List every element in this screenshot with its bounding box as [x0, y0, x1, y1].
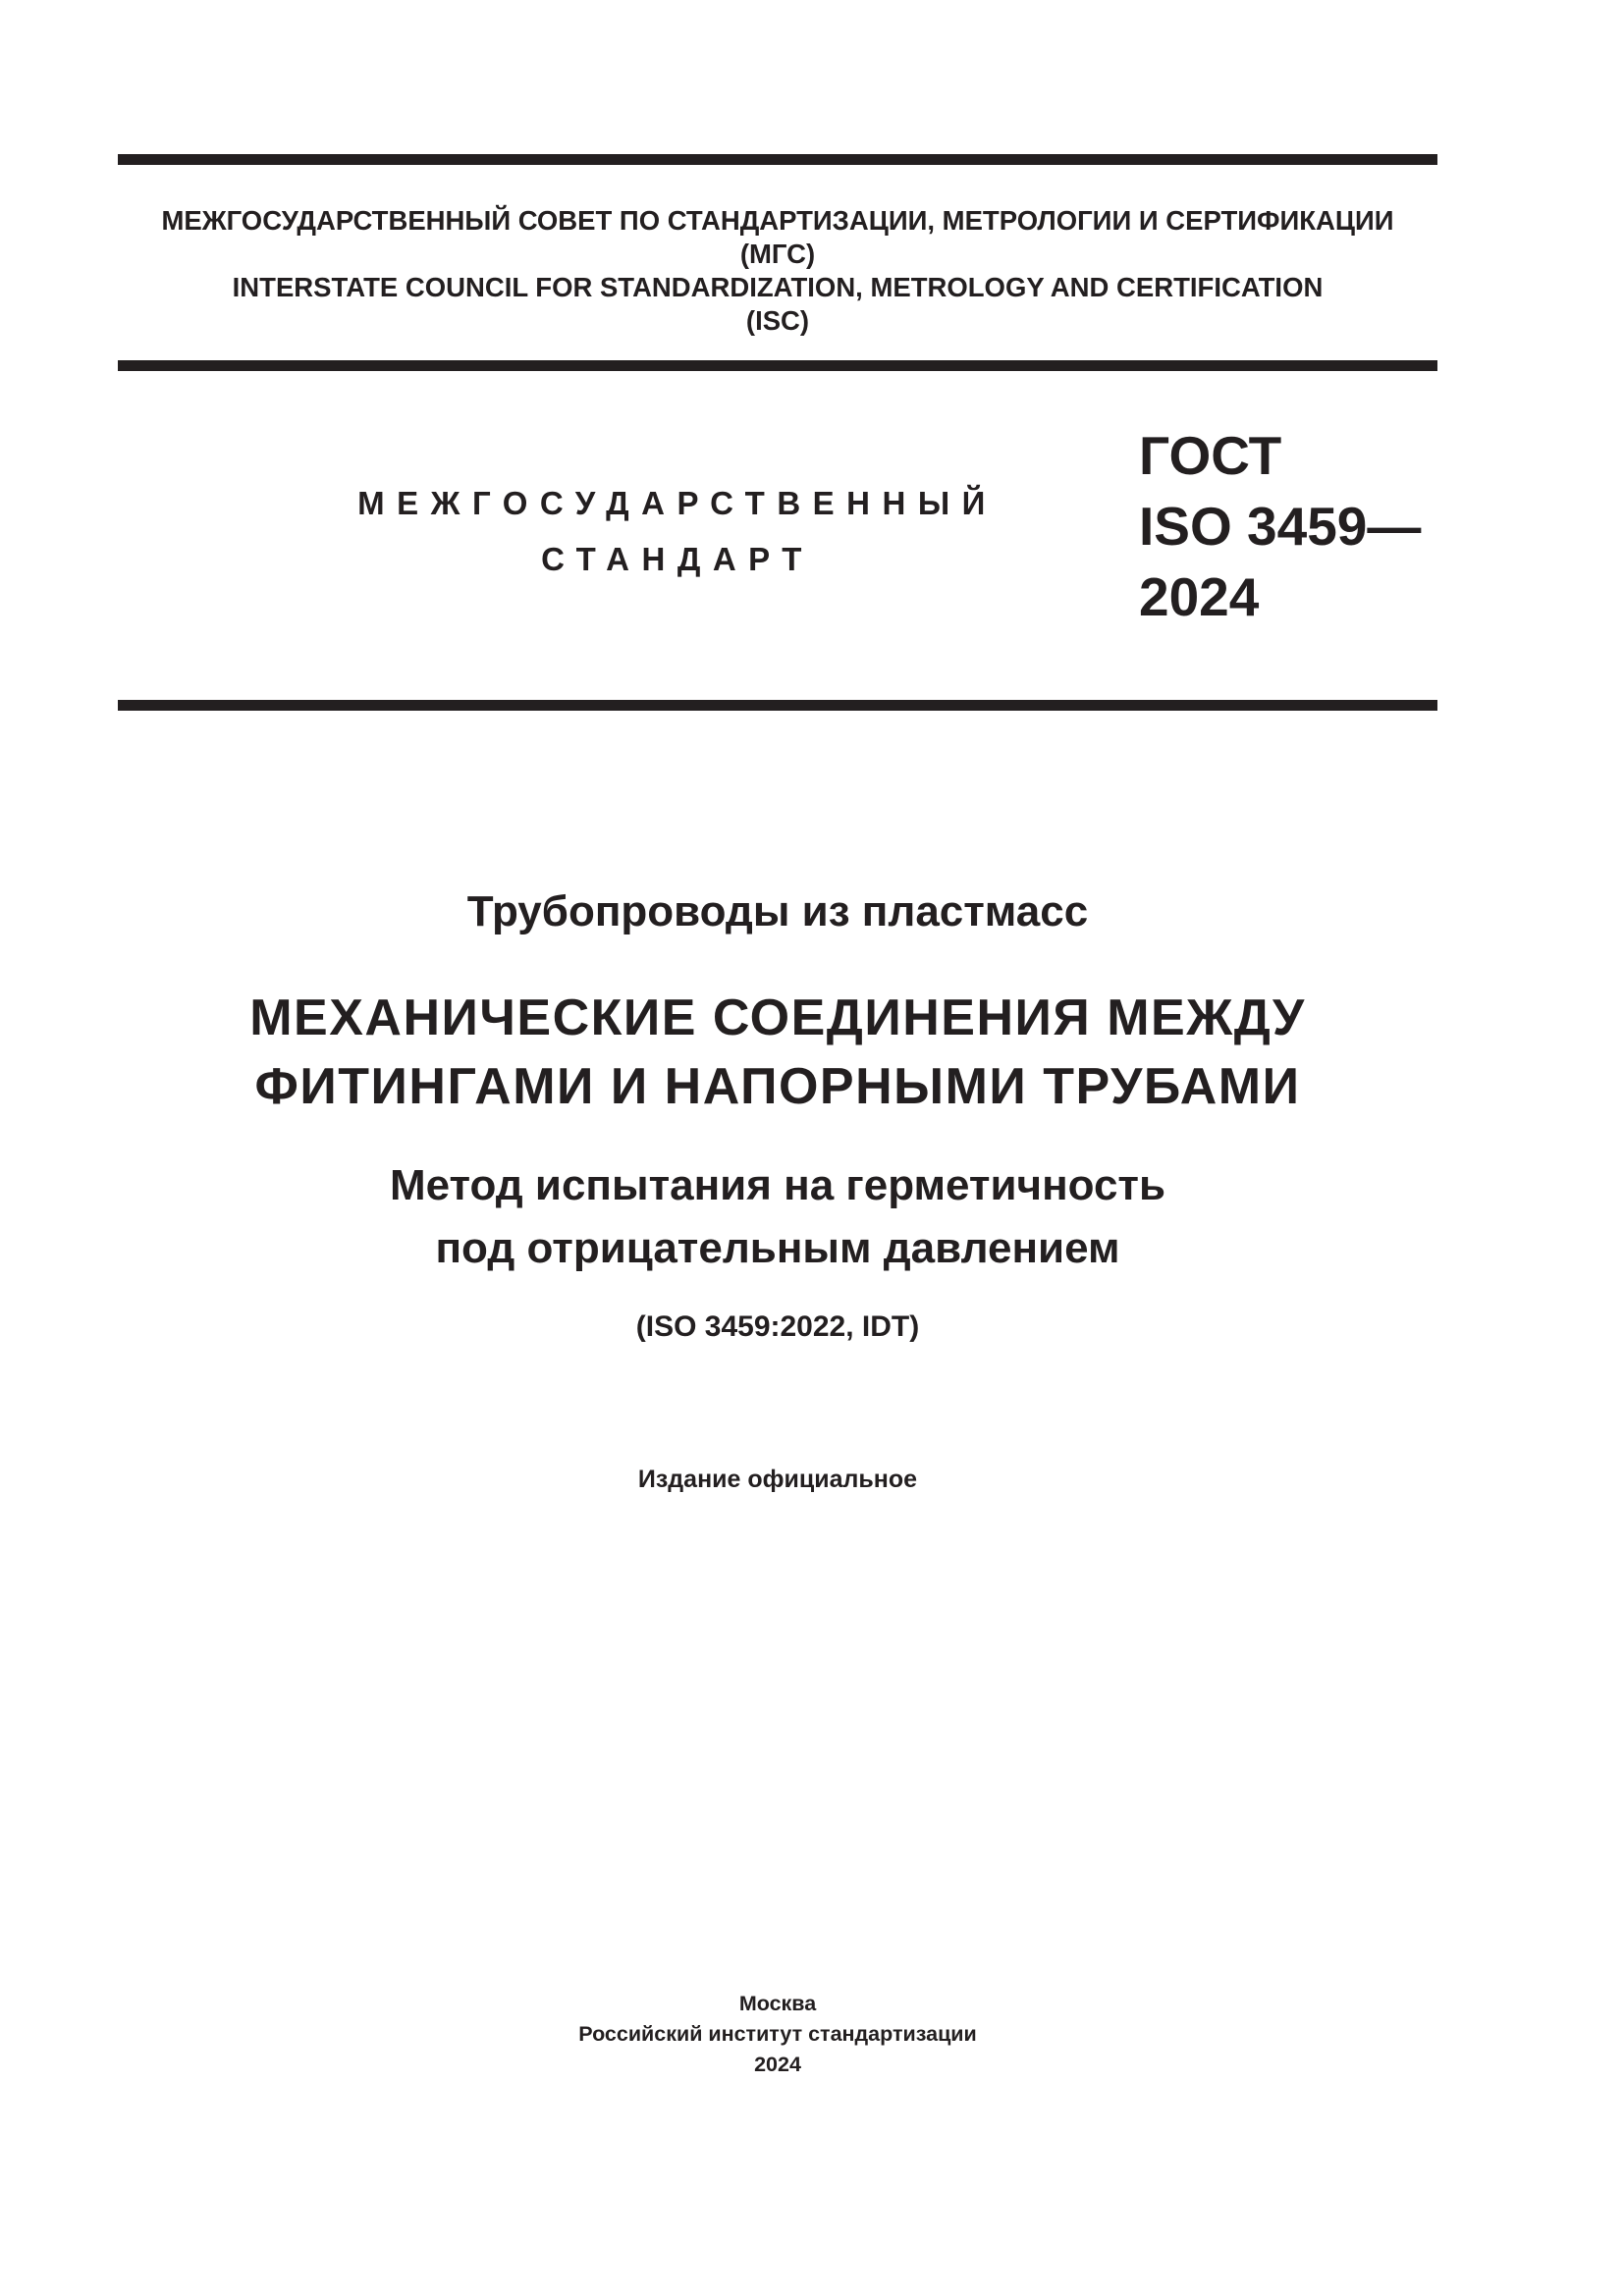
council-name-ru: МЕЖГОСУДАРСТВЕННЫЙ СОВЕТ ПО СТАНДАРТИЗАЦИИ, МЕТРОЛОГИИ И СЕРТИФИКАЦИИ [161, 205, 1394, 236]
gost-designation [1139, 420, 1421, 632]
sub-title-line1: Метод испытания на герметичность [389, 1161, 1166, 1209]
imprint [118, 1989, 1437, 2080]
standard-kind [295, 475, 1060, 587]
main-title [118, 984, 1437, 1121]
edition-text: Издание официальное [637, 1466, 918, 1493]
edition-note [118, 1463, 1437, 1496]
iso-reference-text: (ISO 3459:2022, IDT) [635, 1310, 920, 1343]
general-title-text: Трубопроводы из пластмасс [466, 887, 1089, 935]
council-abbr-en: (ISC) [745, 305, 810, 336]
main-title-line1: МЕХАНИЧЕСКИЕ СОЕДИНЕНИЯ МЕЖДУ [249, 989, 1306, 1046]
standard-kind-line1: МЕЖГОСУДАРСТВЕННЫЙ [357, 485, 998, 521]
council-header [118, 204, 1437, 338]
imprint-city: Москва [738, 1992, 817, 2015]
sub-title-line2: под отрицательным давлением [435, 1224, 1120, 1272]
council-name-en: INTERSTATE COUNCIL FOR STANDARDIZATION, METROLOGY AND CERTIFICATION [232, 272, 1324, 302]
imprint-year: 2024 [754, 2053, 801, 2076]
gost-line1: ГОСТ [1139, 425, 1282, 486]
gost-line3: 2024 [1139, 566, 1260, 627]
imprint-publisher: Российский институт стандартизации [578, 2022, 977, 2046]
bottom-rule [118, 700, 1437, 711]
iso-reference [118, 1308, 1437, 1347]
council-abbr-ru: (МГС) [739, 239, 816, 269]
gost-line2: ISO 3459— [1139, 496, 1422, 557]
main-title-line2: ФИТИНГАМИ И НАПОРНЫМИ ТРУБАМИ [254, 1058, 1301, 1115]
top-rule [118, 154, 1437, 165]
standard-kind-line2: СТАНДАРТ [541, 541, 814, 577]
sub-title [118, 1154, 1437, 1280]
middle-rule [118, 360, 1437, 371]
general-title [118, 883, 1437, 940]
